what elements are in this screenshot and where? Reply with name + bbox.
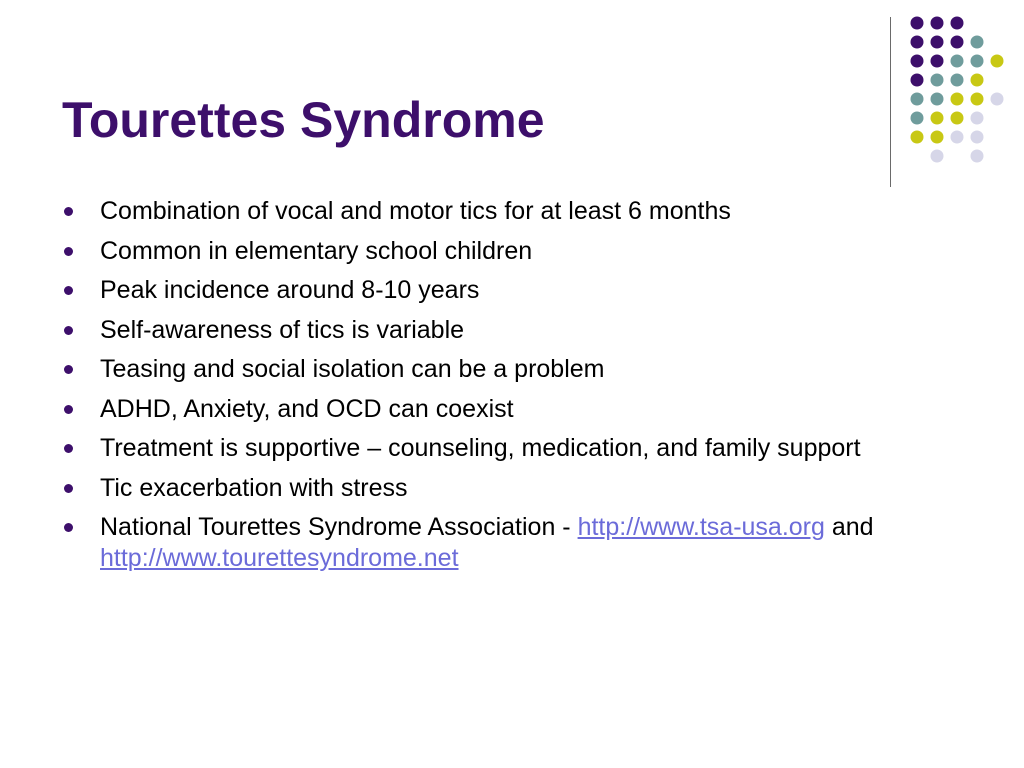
- bullet-text: Common in elementary school children: [100, 236, 533, 265]
- bullet-icon: [64, 484, 73, 493]
- grid-dot: [971, 93, 984, 106]
- grid-dot: [911, 36, 924, 49]
- grid-dot: [971, 74, 984, 87]
- bullet-text: Peak incidence around 8-10 years: [100, 276, 480, 304]
- grid-dot: [931, 112, 944, 125]
- bullet-text: Teasing and social isolation can be a problem: [100, 355, 605, 383]
- grid-dot: [971, 150, 984, 163]
- bullet-icon: [64, 286, 73, 295]
- grid-dot: [951, 112, 964, 125]
- list-item: [62, 315, 922, 346]
- grid-dot: [931, 17, 944, 30]
- bullet-icon: [64, 444, 73, 453]
- bullet-icon: [64, 247, 73, 256]
- grid-dot: [951, 17, 964, 30]
- grid-dot: [931, 93, 944, 106]
- grid-dot: [951, 131, 964, 144]
- grid-dot: [911, 93, 924, 106]
- list-item: [62, 275, 922, 306]
- list-item: [62, 236, 922, 267]
- bullet-icon: [64, 523, 73, 532]
- list-item: [62, 433, 922, 464]
- divider-line: [890, 17, 891, 187]
- grid-dot: [951, 55, 964, 68]
- grid-dot: [931, 74, 944, 87]
- bullet-icon: [64, 365, 73, 374]
- grid-dot: [971, 36, 984, 49]
- bullet-text: Treatment is supportive – counseling, medication, and family support: [100, 434, 861, 462]
- bullet-text: Tic exacerbation with stress: [100, 473, 408, 502]
- grid-dot: [911, 131, 924, 144]
- bullet-icon: [64, 207, 73, 216]
- grid-dot: [911, 55, 924, 68]
- tsa-usa-link[interactable]: http://www.tsa-usa.org: [577, 513, 825, 541]
- grid-dot: [951, 74, 964, 87]
- grid-dot: [931, 131, 944, 144]
- grid-dot: [971, 55, 984, 68]
- grid-dot: [971, 112, 984, 125]
- grid-dot: [911, 17, 924, 30]
- association-text: National Tourettes Syndrome Association -: [100, 513, 578, 541]
- grid-dot: [971, 131, 984, 144]
- bullet-list: [62, 196, 922, 583]
- grid-dot: [931, 150, 944, 163]
- grid-dot: [911, 112, 924, 125]
- list-item: [62, 394, 922, 425]
- list-item-association: [62, 512, 922, 574]
- tourettesyndrome-link[interactable]: http://www.tourettesyndrome.net: [100, 544, 459, 572]
- grid-dot: [991, 55, 1004, 68]
- list-item: [62, 473, 922, 504]
- slide-title: Tourettes Syndrome: [62, 92, 545, 148]
- grid-dot: [911, 74, 924, 87]
- list-item: [62, 196, 922, 227]
- grid-dot: [931, 36, 944, 49]
- bullet-icon: [64, 405, 73, 414]
- bullet-icon: [64, 326, 73, 335]
- list-item: [62, 354, 922, 385]
- bullet-text: Self-awareness of tics is variable: [100, 315, 465, 344]
- and-text: and: [824, 513, 874, 541]
- bullet-text: ADHD, Anxiety, and OCD can coexist: [100, 394, 514, 423]
- bullet-text: Combination of vocal and motor tics for at least 6 months: [100, 197, 731, 225]
- grid-dot: [991, 93, 1004, 106]
- grid-dot: [931, 55, 944, 68]
- grid-dot: [951, 36, 964, 49]
- grid-dot: [951, 93, 964, 106]
